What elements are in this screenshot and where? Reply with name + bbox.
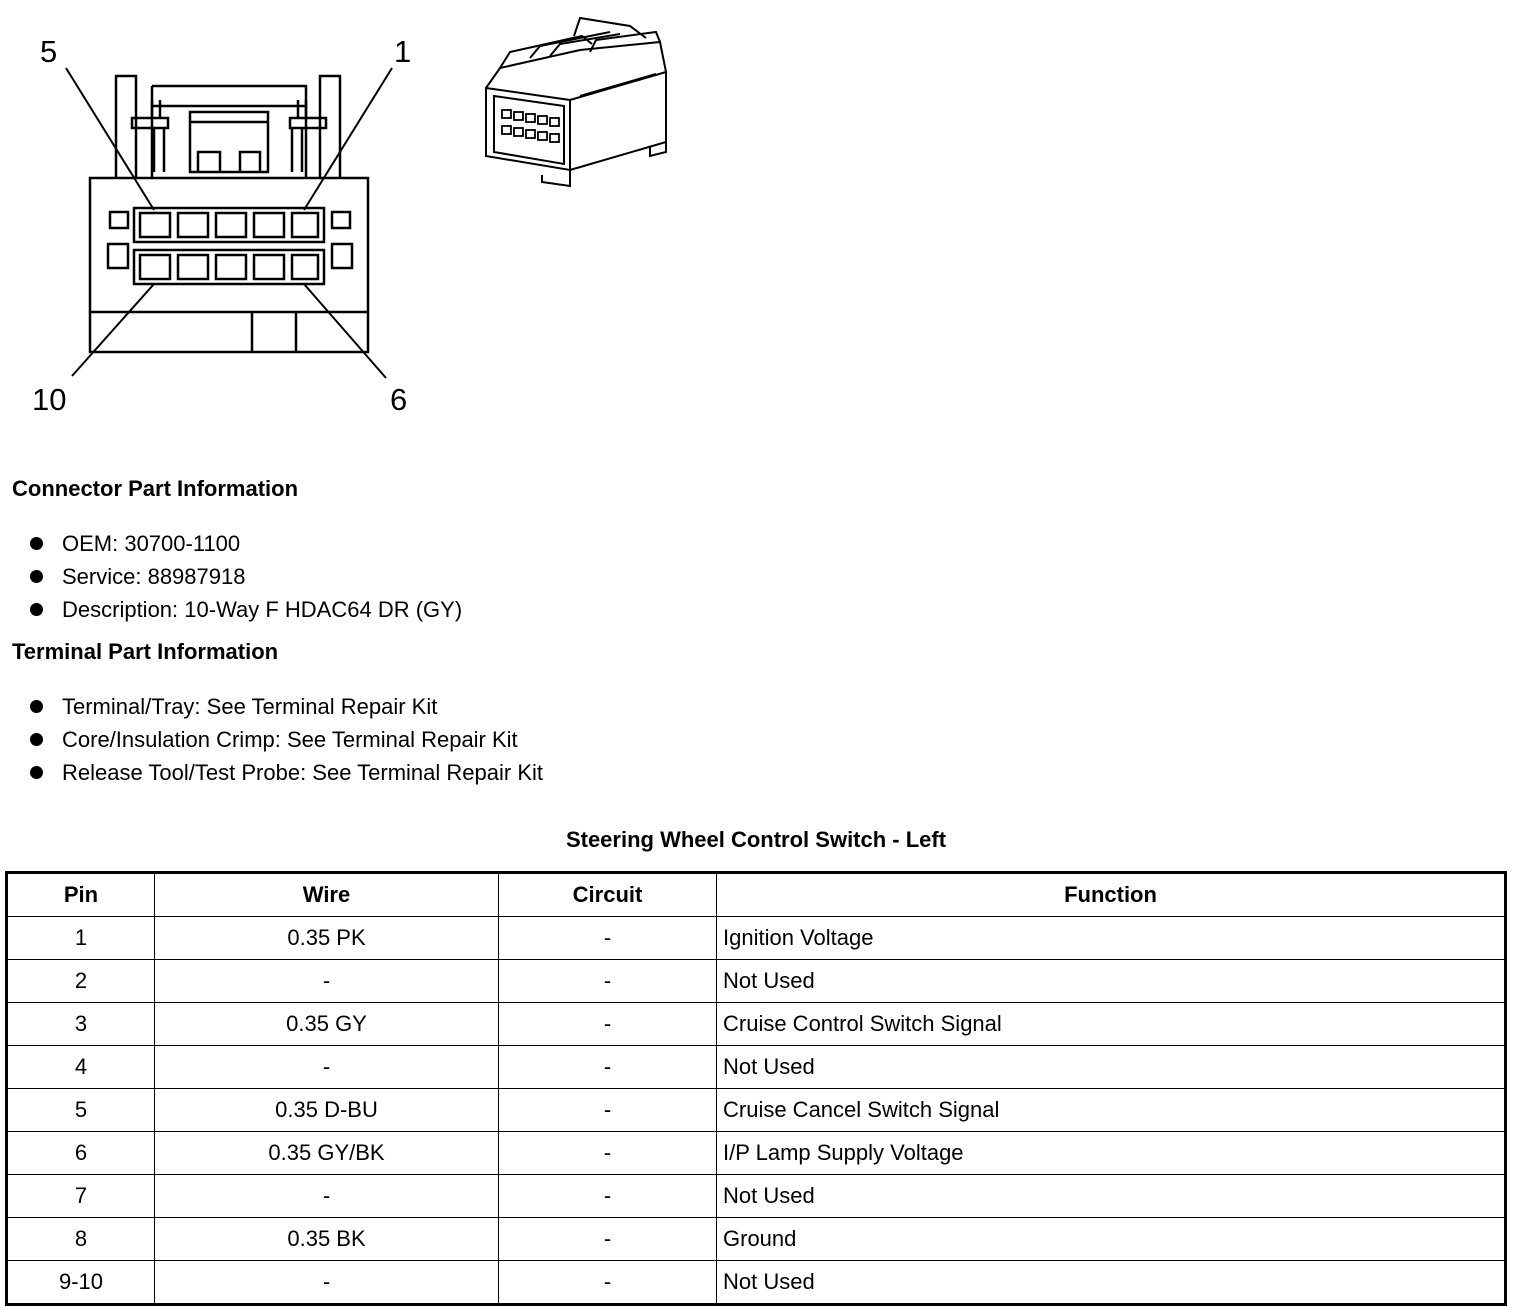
bullet-icon: [30, 733, 43, 746]
cell-wire: 0.35 PK: [155, 917, 499, 960]
cell-function: Not Used: [717, 1046, 1506, 1089]
cell-wire: -: [155, 1175, 499, 1218]
connector-face-diagram: [0, 0, 440, 440]
cell-wire: 0.35 BK: [155, 1218, 499, 1261]
cell-wire: -: [155, 1261, 499, 1305]
table-row: [7, 1089, 1506, 1132]
cell-circuit: -: [499, 1175, 717, 1218]
cell-circuit: -: [499, 1218, 717, 1261]
cavity-row-top: [134, 208, 324, 242]
table-row: [7, 917, 1506, 960]
connector-part-heading: Connector Part Information: [12, 476, 299, 501]
cell-pin: 2: [7, 960, 155, 1003]
pinout-table: [5, 871, 1507, 1306]
cell-wire: -: [155, 960, 499, 1003]
cell-pin: 5: [7, 1089, 155, 1132]
pin-callout-6: 6: [390, 382, 408, 417]
pin-callout-5: 5: [40, 34, 58, 69]
cell-circuit: -: [499, 917, 717, 960]
table-row: [7, 960, 1506, 1003]
cell-pin: 9-10: [7, 1261, 155, 1305]
table-row: [7, 1261, 1506, 1305]
cell-circuit: -: [499, 1046, 717, 1089]
connector-part-list: [28, 527, 462, 626]
table-row: [7, 1003, 1506, 1046]
bullet-icon: [30, 700, 43, 713]
cell-pin: 3: [7, 1003, 155, 1046]
table-row: [7, 1175, 1506, 1218]
list-item: OEM: 30700-1100: [28, 527, 462, 560]
pin-callout-1: 1: [394, 34, 412, 69]
column-header-function: Function: [717, 873, 1506, 917]
cell-function: Not Used: [717, 1175, 1506, 1218]
cell-function: Not Used: [717, 1261, 1506, 1305]
cell-circuit: -: [499, 1261, 717, 1305]
cell-circuit: -: [499, 960, 717, 1003]
pin-callout-10: 10: [32, 382, 67, 417]
list-item: Description: 10-Way F HDAC64 DR (GY): [28, 593, 462, 626]
cell-pin: 4: [7, 1046, 155, 1089]
cavity-row-bottom: [134, 250, 324, 284]
cell-circuit: -: [499, 1089, 717, 1132]
bullet-icon: [30, 570, 43, 583]
table-title: Steering Wheel Control Switch - Left: [565, 827, 947, 852]
cell-function: I/P Lamp Supply Voltage: [717, 1132, 1506, 1175]
column-header-wire: Wire: [155, 873, 499, 917]
cell-pin: 6: [7, 1132, 155, 1175]
cell-wire: 0.35 GY: [155, 1003, 499, 1046]
cell-function: Cruise Control Switch Signal: [717, 1003, 1506, 1046]
list-item: Release Tool/Test Probe: See Terminal Repair Kit: [28, 756, 543, 789]
connector-isometric-view: [470, 10, 690, 190]
cell-function: Ignition Voltage: [717, 917, 1506, 960]
bullet-icon: [30, 766, 43, 779]
cell-wire: 0.35 D-BU: [155, 1089, 499, 1132]
terminal-part-list: [28, 690, 543, 789]
table-row: [7, 1218, 1506, 1261]
cell-circuit: -: [499, 1003, 717, 1046]
list-item: Terminal/Tray: See Terminal Repair Kit: [28, 690, 543, 723]
column-header-circuit: Circuit: [499, 873, 717, 917]
bullet-icon: [30, 537, 43, 550]
bullet-icon: [30, 603, 43, 616]
table-header-row: [7, 873, 1506, 917]
cell-function: Cruise Cancel Switch Signal: [717, 1089, 1506, 1132]
cell-circuit: -: [499, 1132, 717, 1175]
cell-wire: -: [155, 1046, 499, 1089]
list-item: Service: 88987918: [28, 560, 462, 593]
cell-wire: 0.35 GY/BK: [155, 1132, 499, 1175]
cell-function: Ground: [717, 1218, 1506, 1261]
table-row: [7, 1132, 1506, 1175]
column-header-pin: Pin: [7, 873, 155, 917]
list-item: Core/Insulation Crimp: See Terminal Repair Kit: [28, 723, 543, 756]
cell-pin: 8: [7, 1218, 155, 1261]
cell-function: Not Used: [717, 960, 1506, 1003]
cell-pin: 1: [7, 917, 155, 960]
terminal-part-heading: Terminal Part Information: [12, 639, 279, 664]
cell-pin: 7: [7, 1175, 155, 1218]
table-row: [7, 1046, 1506, 1089]
